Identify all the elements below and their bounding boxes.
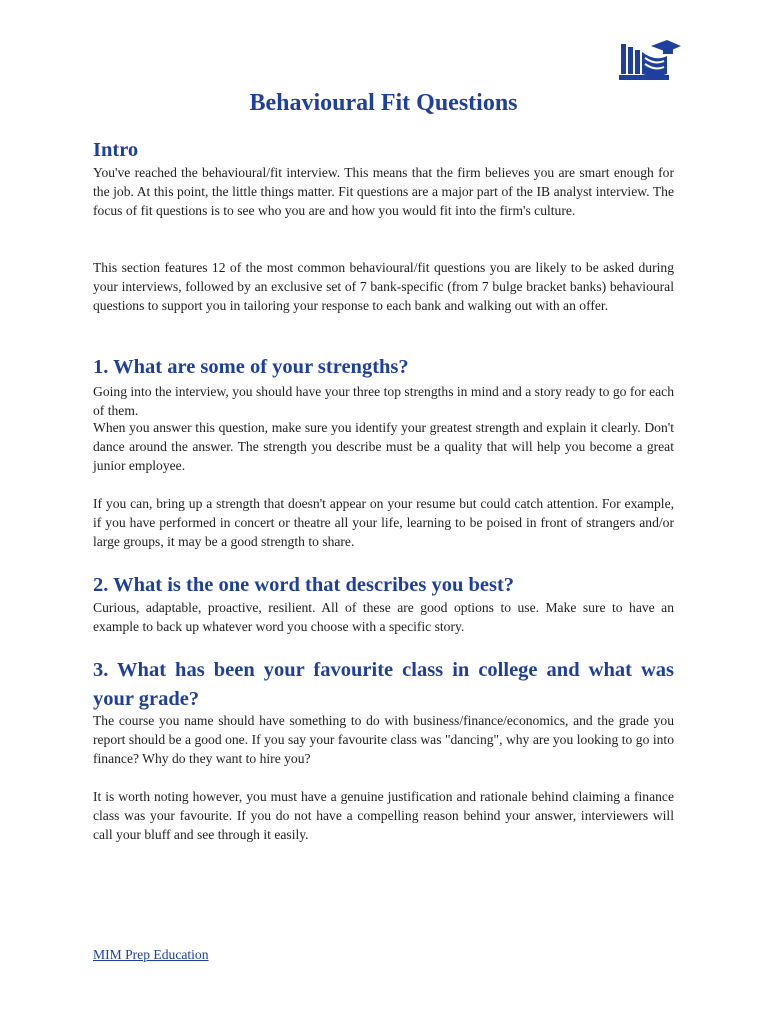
favourite-class-paragraph-2: It is worth noting however, you must have a genuine justification and rationale behind claiming a finance class was your favourite. If you do not have a compelling reason behind your answer, interviewers will call your bluff and see through it easily. xyxy=(93,789,674,842)
section-heading-favourite-class: 3. What has been your favourite class in college and what was your grade? xyxy=(93,659,674,710)
section-heading-one-word: 2. What is the one word that describes you best? xyxy=(93,574,515,596)
footer-link-mim-prep[interactable]: MIM Prep Education xyxy=(93,947,209,962)
books-graduation-cap-logo-icon xyxy=(617,38,683,86)
section-heading-strengths: 1. What are some of your strengths? xyxy=(93,356,409,378)
strengths-paragraph-2: When you answer this question, make sure you identify your greatest strength and explain it clearly. Don't dance around the answer. The strength you describe must be a quality that will help you become a great junior employee. xyxy=(93,420,674,473)
one-word-paragraph-1: Curious, adaptable, proactive, resilient. All of these are good options to use. Make sure to have an example to back up whatever word you choose with a specific story. xyxy=(93,600,674,634)
intro-paragraph-2: This section features 12 of the most common behavioural/fit questions you are likely to be asked during your interviews, followed by an exclusive set of 7 bank-specific (from 7 bulge bracket banks) behavioural questions to support you in tailoring your response to each bank and walking out with an offer. xyxy=(93,260,674,313)
section-heading-intro: Intro xyxy=(93,139,139,161)
strengths-paragraph-1: Going into the interview, you should have your three top strengths in mind and a story ready to go for each of them. xyxy=(93,384,674,418)
favourite-class-paragraph-1: The course you name should have something to do with business/finance/economics, and the grade you report should be a good one. If you say your favourite class was "dancing", why are you looking to go into finance? Why do they want to hire you? xyxy=(93,713,674,766)
intro-paragraph-1: You've reached the behavioural/fit interview. This means that the firm believes you are smart enough for the job. At this point, the little things matter. Fit questions are a major part of the IB analyst interview. The focus of fit questions is to see who you are and how you would fit into the firm's culture. xyxy=(93,165,674,218)
page-title: Behavioural Fit Questions xyxy=(249,90,518,116)
strengths-paragraph-3: If you can, bring up a strength that doesn't appear on your resume but could catch attention. For example, if you have performed in concert or theatre all your life, learning to be poised in front of strangers and/or large groups, it may be a good strength to share. xyxy=(93,496,674,549)
